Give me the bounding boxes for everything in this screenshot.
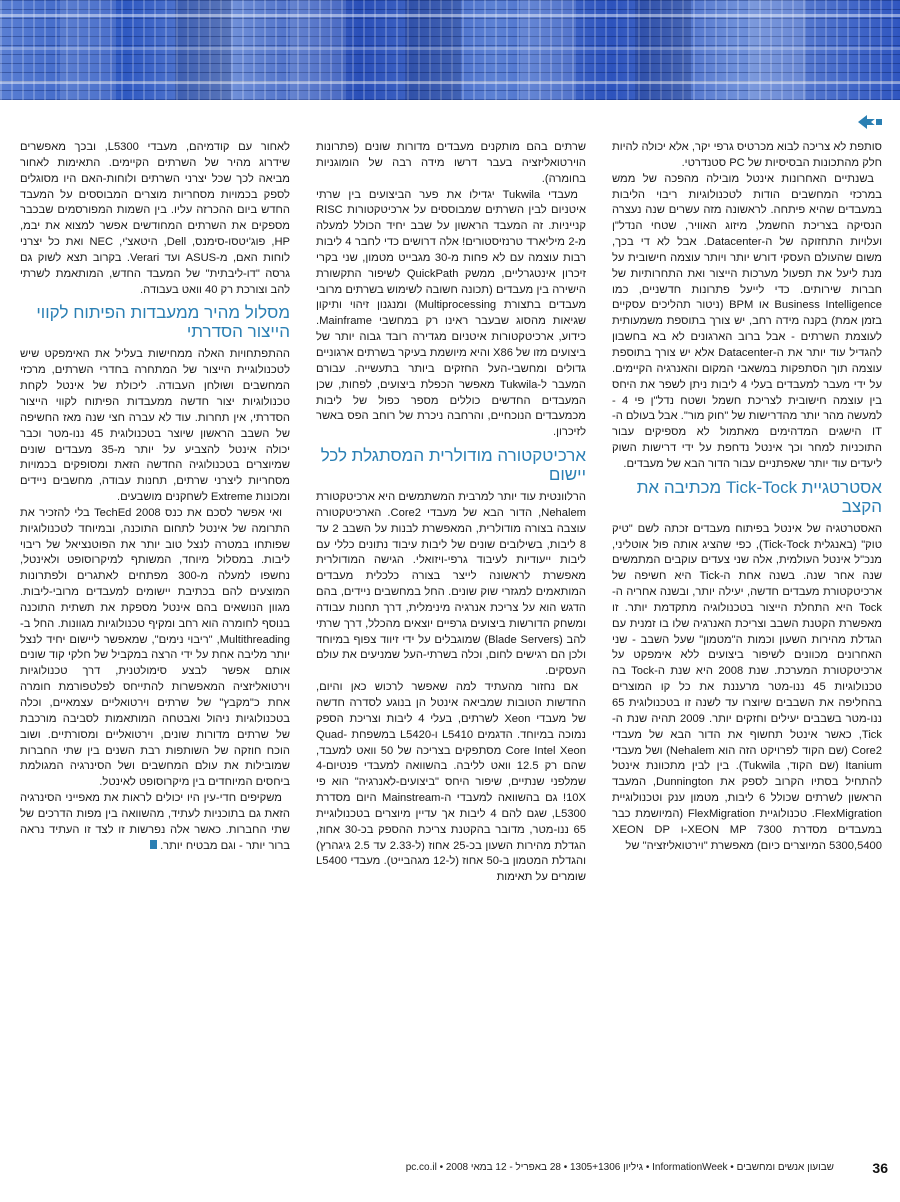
paragraph: הרלוונטית עוד יותר למרבית המשתמשים היא ארכיטקטורת Nehalem, הדור הבא של מעבדי Core2. הארכיטקטורה עוצבה בצורה מודולרית, המאפשרת לבנות על השבב 2 עד 8 ליבות, בשילובים שונים של ליבות עיבוד נתונים כללי עם ליבות ייעודיות לעיבוד גרפי-ויזואלי. הגישה המודולרית מאפשרת לראשונה לייצר בצורה כלכלית מעבדים המותאמים למגזרי שוק שונים. החל במחשבים ניידים, בהם הדגש הוא על צריכת אנרגיה מינימלית, דרך תחנות עבודה ומשחק הדורשות ביצועים גרפיים יוצאים מהכלל, דרך שרתי להב (Blade Servers) שמוגבלים על ידי זיווד צפוף במיוחד ולכן הם רגישים לחום, וכלה בשרתי-העל שמניעים את עולם העסקים.	[316, 491, 586, 678]
paragraph: בשנתיים האחרונות אינטל מובילה מהפכה של ממש במרכזי המחשבים הודות לטכנולוגיות ריבוי הליבות במעבדים שהיא פיתחה. לראשונה מזה עשרים שנה נעצרה הנסיקה בצריכת החשמל, מיזוג האוויר, שטחי הנדל"ן ועלויות התחזוקה של ה-Datacenter. אבל לא די בכך, משום שהעולם העסקי דורש יותר ויותר עוצמה חישובית על מנת ליעל את תפעול מערכות הייצור ואת התחרותיות של חברות שירותים. כדי לייעל פתרונות חדשניים, כמו Business Intelligence או BPM (ניטור תהליכים עסקיים בזמן אמת) בקנה מידה רחב, יש צורך בתוספת משמעותית לעוצמת השרתים - אבל ברוב הארגונים לא בא בחשבון להגדיל עוד יותר את ה-Datacenter אלא יש צורך בתוספת עוצמה תוך הסתפקות במשאבי המקום והאנרגיה הקיימים. על ידי מעבר למעבדים בעלי 4 ליבות ניתן לשפר את היחס בין עוצמה חישובית לצריכת חשמל ושטח נדל"ן פי 4 - למעשה מהר יותר מהדרישות של "חוק מור". אבל בעולם ה-IT הישגים המדהימים מאתמול לא מספיקים עבור התוכניות למחר וכך אינטל נדחפת על ידי דרישות השוק ליעדים עוד יותר שאפתניים עבור הדור הבא של מעבדים.	[612, 172, 882, 470]
page-footer	[0, 1159, 900, 1179]
paragraph: ההתפתחויות האלה ממחישות בעליל את האימפקט שיש לטכנולוגיית הייצור של המתחרה בחדרי השרתים, מרכזי המחשבים ושולחן העבודה. ליכולת של אינטל לקחת טכנולוגיות יצור חדשה ממעבדות הפיתוח לקווי הייצור הסדרתי, אין תחרות. עוד לא עברה חצי שנה מאז החשיפה של השבב הראשון שיוצר בטכנולוגית 45 ננו-מטר וכבר יכולה אינטל להצביע על יותר מ-35 מעבדים שונים שמיוצרים בטכנולוגיה החדשה הזאת ומסופקים בכמויות מסחריות ליצרני שרתים, תחנות עבודה, מחשבים ניידים ומכונות Extreme לשחקנים מושבעים.	[20, 348, 290, 504]
paragraph: האסטרטגיה של אינטל בפיתוח מעבדים זכתה לשם "טיק טוק" (באנגלית Tick-Tock), כפי שהציג אותה פול אוטליני, מנכ"ל אינטל העולמית, אלה שני צעדים עוקבים המתמשים שנה אחר שנה. בשנה אחת ה-Tick היא חשיפה של ארכיטקטורת מעבדים חדשה, יעילה יותר, ובשנה אחריה ה-Tock היא התחלת הייצור בטכנולוגיה מתקדמת יותר. זו מאפשרת הקטנת השבב וצריכת האנרגיה שלו בו זמנית עם הגדלת מהירות השעון וכמות ה"מטמון" שעל השבב - שני האחרונים מכוונים לשיפור ביצועים ללא אימפקט על ארכיטקטורת המערכת. שנת 2008 היא שנת ה-Tock בה טכנולוגיות 45 ננו-מטר מרעננת את כל קו המוצרים בהחליפה את השבבים שיוצרו עד לשנה זו בטכנולוגית 65 ננו-מטר בשבבים יעילים וחזקים יותר. 2009 תהיה שנת ה-Tick, כאשר אינטל תחשוף את הדור הבא של מעבדי Core2 (שם הקוד לפרויקט הזה הוא Nehalem) ושל מעבדי Itanium (שם הקוד, Tukwila). בין לבין מתכוונת אינטל להתחיל בסתיו הקרוב לספק את Dunnington, המעבד הראשון לשרתים שכולל 6 ליבות, מטמון ענק וטכנולוגיית FlexMigration. טכנולוגיית FlexMigration (המיושמת כבר במעבדים מסדרת XEON MP 7300-ו XEON DP 5300,5400 המיוצרים כיום) מאפשרת "וירטואליזציה" של	[612, 522, 882, 852]
section-heading: ארכיטקטורה מודולרית המסתגלת לכל יישום	[320, 446, 586, 485]
paragraph-final	[20, 791, 290, 854]
paragraph: ואי אפשר לסכם את כנס TechEd 2008 בלי להזכיר את התרומה של אינטל לתחום התוכנה, ובמיוחד לטכנולוגיות שפותחו במטרה לנצל טוב יותר את הפוטנציאל של ריבוי ליבות. במסלול מיוחד, המשותף למיקרוסופט ולאינטל, נחשפו למעלה מ-300 מפתחים לאתגרים ולפתרונות המוצעים להם בכתיבת יישומים למעבדים מרובי-ליבות. מגוון הנושאים בהם אינטל מספקת את תשתית התוכנה בנוסף לחומרה הוא רחב ומקיף טכנולוגיות מגוונות. החל ב-Multithreading, "ריבוי נימים", שמאפשר ליישום יחיד לנצל יותר מליבה אחת על ידי הרצה במקביל של חלקי קוד שונים אותם אפשר לבצע סימולטנית, דרך טכנולוגיות וירטואליזציה המאפשרות להתייחס לפלטפורמת חומרה אחת כ"מקבץ" של שרתים וירטואליים עצמאיים, וכלה בטכנולוגיות ניהול ואבטחה המותאמות לסביבה מורכבת של שרתים מדורות שונים, וירטואליים ומסורתיים. ושוב הוכח חוזקה של השותפות רבת השנים בין שתי החברות שמובילות את עולם המחשבים ושל הסינרגיה המגולמת ביחסים המיוחדים בין מיקרוסופט לאינטל.	[20, 506, 290, 789]
paragraph: מעבדי Tukwila יגדילו את פער הביצועים בין שרתי איטניום לבין השרתים שמבוססים על ארכיטקטורות RISC קנייניות. זה המעבד הראשון על שבב יחיד הכולל למעלה מ-2 מיליארד טרנזיסטורים! אלה דרושים כדי לחבר 4 ליבות רבות עוצמה עם לא פחות מ-30 מגבייט מטמון, שני בקרי זיכרון אינטגרליים, ממשק QuickPath לשיפור התקשורת הישירה בין מעבדים (תכונה חשובה לשימוש בשרתים מרובי מעבדים בתצורת Multiprocessing) ומנגנון זיהוי ותיקון שגיאות מהסוג שבעבר ראינו רק במחשבי Mainframe. כידוע, ארכיטקטורות איטניום מגדירה רובד גבוה יותר של ביצועים מזו של X86 והיא מיושמת בעיקר בשרתים ארגוניים גדולים ומחשבי-העל החזקים ביותר בתעשייה. עבורם המעבר ל-Tukwila מאפשר הכפלת ביצועים, לפחות, שכן המעבדים החדשים כוללים מספר כפול של ליבות מכמעבדים הנוכחיים, והרחבה ניכרת של רוחב הפס באשר לזיכרון.	[316, 188, 586, 439]
section-heading: מסלול מהיר ממעבדות הפיתוח לקווי הייצור הסדרתי	[36, 303, 290, 342]
double-arrow-left-icon	[858, 115, 882, 129]
article-columns	[20, 140, 882, 1150]
square-end-mark-icon	[150, 840, 157, 849]
circuit-board-banner	[0, 0, 900, 100]
paragraph: שרתים בהם מותקנים מעבדים מדורות שונים (פתרונות הוירטואליזציה בעבר דרשו מידה רבה של הומוגניות בחומרה).	[316, 141, 586, 185]
footer-publication-line: שבועון אנשים ומחשבים • InformationWeek • גיליון 1305+1306 • 28 באפריל - 12 במאי 2008 • pc.co.il	[405, 1162, 834, 1173]
section-heading: אסטרטגיית Tick-Tock מכתיבה את הקצב	[636, 477, 882, 516]
final-paragraph-text: משקיפים חדי-עין היו יכולים לראות את מאפייני הסינרגיה הזאת גם בתוכניות לעתיד, מהשוואה בין מפות הדרכים של שתי החברות. כאשר אלה נפרשות זו לצד זו העתיד נראה ברור יותר - וגם מבטיח יותר.	[20, 792, 290, 852]
column-right	[612, 140, 882, 1150]
page-number: 36	[872, 1160, 888, 1176]
column-middle	[316, 140, 586, 1150]
paragraph: סותפת לא צריכה לבוא מכרטיס גרפי יקר, אלא יכולה להיות חלק מהתכונות הבסיסיות של PC סטנדרטי.	[612, 141, 882, 169]
paragraph: אם נחזור מהעתיד למה שאפשר לרכוש כאן והיום, החדשות הטובות שמביאה אינטל הן בנוגע לסדרה חדשה של מעבדי Xeon לשרתים, בעלי 4 ליבות וצריכת הספק נמוכה במיוחד. הדגמים L5410 ו-L5420 במשפחת Quad-Core Intel Xeon מסתפקים בצריכה של 50 וואט למעבד, שהם רק 12.5 וואט לליבה. בהשוואה למעבדי פנטיום-4 שמלפני שנתיים, שיפור היחס "ביצועים-לאנרגיה" הוא פי 10X! גם בהשוואה למעבדי ה-Mainstream היום מסדרת L5300, שגם להם 4 ליבות אך עדיין מיוצרים בטכנולוגיית 65 ננו-מטר, מדובר בהקטנת צריכת ההספק בכ-30 אחוז, הגדלת מהירות השעון בכ-25 אחוז (ל-2.33 עד 2.5 גיגהרץ) והגדלת המטמון ב-50 אחוז (ל-12 מגהבייט). מעבדי L5400 שומרים על תאימות	[316, 681, 586, 884]
column-left	[20, 140, 290, 1150]
paragraph: לאחור עם קודמיהם, מעבדי L5300, ובכך מאפשרים שידרוג מהיר של השרתים הקיימים. התאימות לאחור מביאה לכך שכל יצרני השרתים ולוחות-האם היו מסוגלים לספק בכמויות מסחריות מוצרים המבוססים על המעבד החדש ביום ההכרזה עליו. בין השמות המפורסמים שבכבר מספקים את השרתים המחודשים אפשר למצוא את יבמ, HP, פוג'יטסו-סימנס, Dell, היטאצ'י, NEC ואת כל יצרני לוחות האם, מ-ASUS ועד Verari. בקרוב תצא לשוק גם גרסה "דו-ליבתית" של המעבד החדש, המותאמת לשרתי להב וצורכת רק 40 וואט בעבודה.	[20, 141, 290, 296]
